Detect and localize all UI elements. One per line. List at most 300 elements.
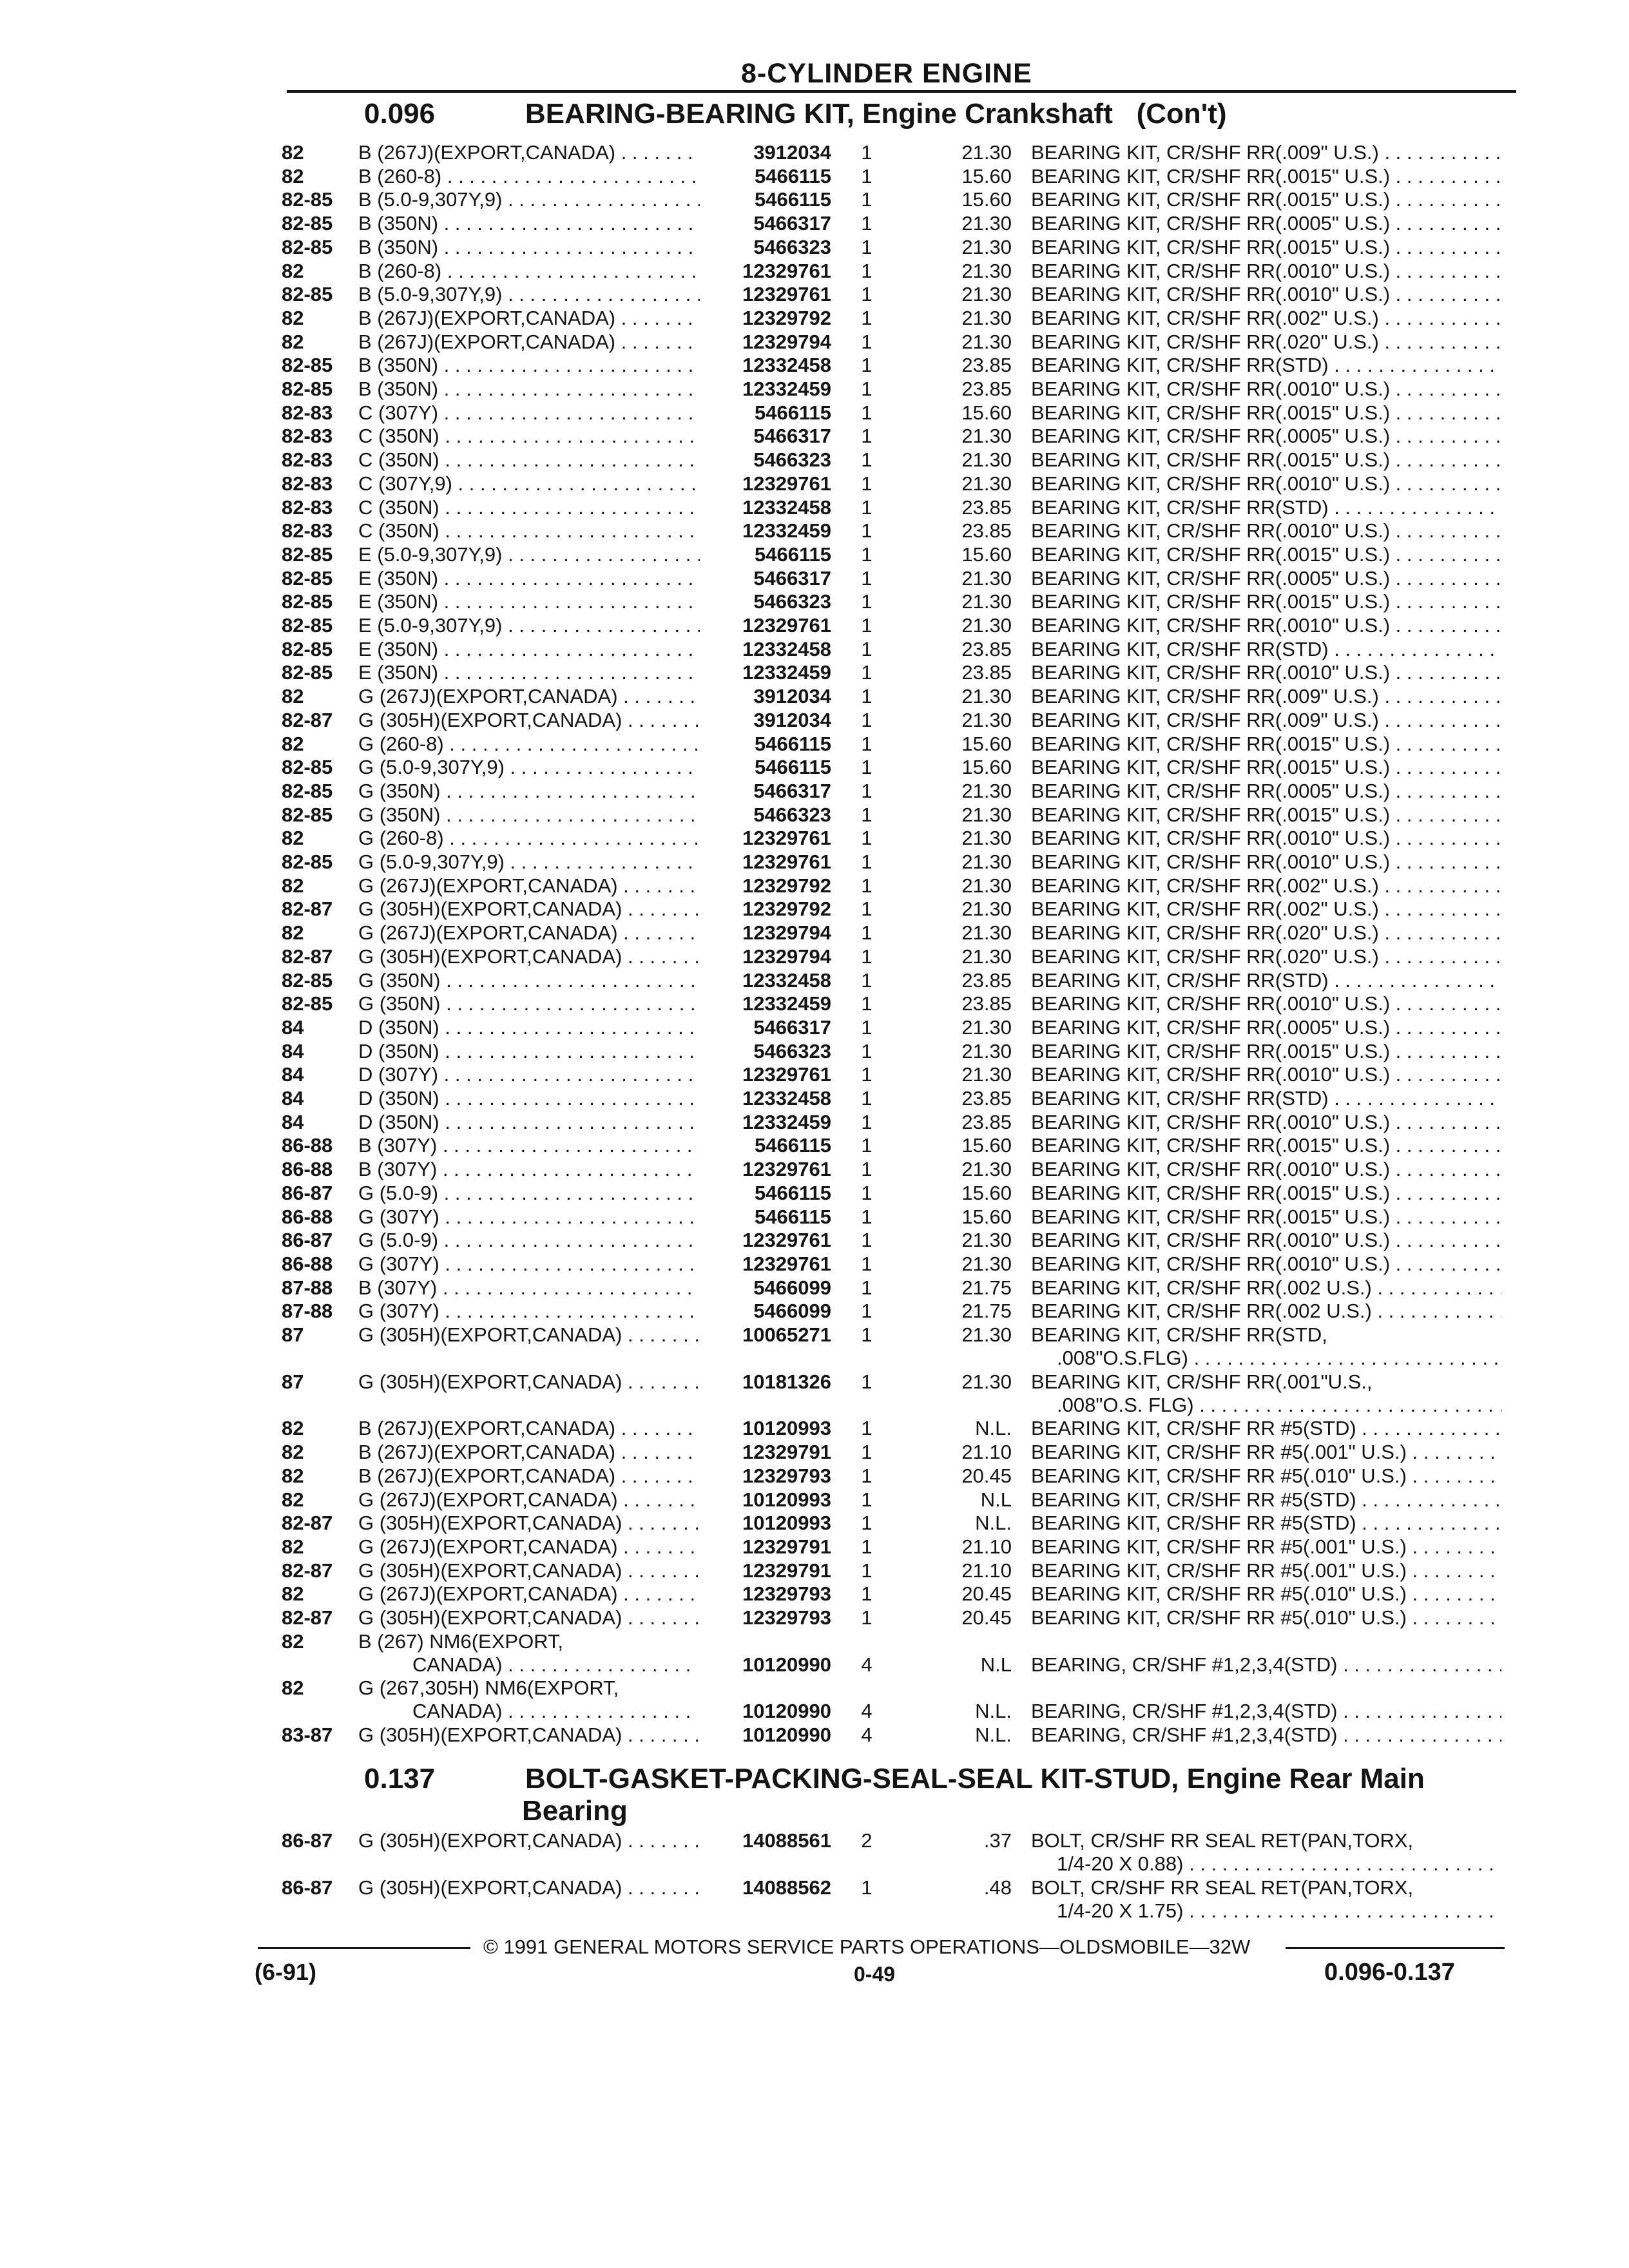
year-range: 86-88	[282, 1134, 333, 1157]
description: BEARING KIT, CR/SHF RR #5(STD) . . .	[1031, 1488, 1501, 1512]
description: BEARING KIT, CR/SHF RR(.0005" U.S.) . . .	[1031, 1015, 1501, 1039]
year-range: 82-85	[282, 992, 333, 1015]
quantity: 1	[861, 519, 872, 543]
description: BEARING KIT, CR/SHF RR(.0010" U.S.) . . .	[1031, 1062, 1501, 1086]
part-number: 3912034	[702, 140, 831, 164]
price: 21.30	[961, 614, 1012, 637]
quantity: 1	[861, 543, 872, 566]
part-number: 12329761	[702, 1252, 831, 1276]
engine-model: D (350N) . . .	[358, 1039, 700, 1063]
description: BEARING KIT, CR/SHF RR(.0010" U.S.) . . .	[1031, 826, 1501, 850]
year-range: 86-87	[282, 1181, 333, 1204]
year-range: 83-87	[282, 1724, 333, 1747]
part-number: 5466115	[702, 1181, 831, 1205]
price: .48	[983, 1876, 1012, 1899]
price: N.L	[980, 1653, 1012, 1676]
section-title: BOLT-GASKET-PACKING-SEAL-SEAL KIT-STUD, Engine Rear Main	[525, 1763, 1425, 1794]
description: BEARING KIT, CR/SHF RR(.0010" U.S.) . . .	[1031, 519, 1501, 543]
year-range: 86-88	[282, 1158, 333, 1181]
part-number: 5466317	[702, 424, 831, 448]
engine-model: G (305H)(EXPORT,CANADA) . . .	[358, 945, 700, 968]
engine-model: G (305H)(EXPORT,CANADA) . . .	[358, 1370, 700, 1394]
price: 15.60	[961, 164, 1012, 187]
year-range: 82	[282, 1464, 304, 1487]
engine-model: G (267J)(EXPORT,CANADA) . . .	[358, 1488, 700, 1512]
part-number: 12329794	[702, 921, 831, 945]
price: 15.60	[961, 188, 1012, 211]
year-range: 82-85	[282, 661, 333, 684]
year-range: 84	[282, 1087, 304, 1110]
description: BEARING KIT, CR/SHF RR(.001"U.S.,	[1031, 1370, 1373, 1393]
engine-model: B (267) NM6(EXPORT,	[358, 1629, 564, 1653]
year-range: 82	[282, 1417, 304, 1440]
quantity: 1	[861, 566, 872, 590]
description: BEARING KIT, CR/SHF RR #5(.010" U.S.) . . .	[1031, 1582, 1501, 1606]
description: BEARING KIT, CR/SHF RR(.0015" U.S.) . . .	[1031, 235, 1501, 259]
year-range: 82-85	[282, 779, 333, 802]
quantity: 1	[861, 1535, 872, 1558]
part-number: 12329793	[702, 1582, 831, 1606]
engine-model: C (350N) . . .	[358, 519, 700, 543]
engine-model: B (350N) . . .	[358, 353, 700, 377]
part-row-continuation	[0, 1852, 1629, 1876]
price: 23.85	[961, 1110, 1012, 1133]
part-number: 12332458	[702, 353, 831, 377]
year-range: 82	[282, 1677, 304, 1700]
quantity: 1	[861, 1876, 872, 1899]
description: BEARING KIT, CR/SHF RR(.002" U.S.) . . .	[1031, 874, 1501, 898]
engine-model: B (260-8) . . .	[358, 164, 700, 188]
year-range: 82	[282, 141, 304, 164]
price: 21.30	[961, 212, 1012, 235]
quantity: 1	[861, 212, 872, 235]
quantity: 1	[861, 378, 872, 400]
engine-model: G (350N) . . .	[358, 968, 700, 992]
description: BOLT, CR/SHF RR SEAL RET(PAN,TORX,	[1031, 1876, 1414, 1899]
price: 23.85	[961, 495, 1012, 519]
price: 15.60	[961, 756, 1012, 779]
year-range: 82	[282, 330, 304, 353]
part-number: 12332458	[702, 495, 831, 519]
part-number: 12329791	[702, 1440, 831, 1464]
quantity: 1	[861, 1559, 872, 1582]
price: 21.30	[961, 685, 1012, 708]
footer-date: (6-91)	[255, 1959, 317, 1985]
quantity: 1	[861, 1300, 872, 1323]
price: 20.45	[961, 1464, 1012, 1487]
section-number: 0.096	[364, 98, 436, 130]
part-number: 12329793	[702, 1464, 831, 1488]
description: BEARING KIT, CR/SHF RR(.0010" U.S.) . . .	[1031, 1252, 1501, 1276]
quantity: 1	[861, 259, 872, 282]
quantity: 1	[861, 1063, 872, 1086]
description: BEARING KIT, CR/SHF RR(STD,	[1031, 1323, 1327, 1346]
description: BEARING KIT, CR/SHF RR #5(.001" U.S.) . . .	[1031, 1440, 1501, 1464]
price: 21.30	[961, 850, 1012, 873]
part-number: 5466115	[702, 755, 831, 779]
year-range: 82	[282, 306, 304, 329]
part-number: 12329761	[702, 826, 831, 850]
part-number: 12329761	[702, 613, 831, 637]
year-range: 82-85	[282, 212, 333, 235]
section-number: 0.137	[364, 1763, 436, 1794]
price: 23.85	[961, 519, 1012, 543]
description-cont: .008"O.S. FLG) . . .	[1057, 1393, 1501, 1417]
engine-model: G (267J)(EXPORT,CANADA) . . .	[358, 684, 700, 708]
quantity: 1	[861, 1276, 872, 1299]
description: BEARING KIT, CR/SHF RR(.0015" U.S.) . . .	[1031, 1181, 1501, 1205]
engine-model: G (5.0-9) . . .	[358, 1228, 700, 1252]
engine-model: G (305H)(EXPORT,CANADA) . . .	[358, 1606, 700, 1629]
quantity: 1	[861, 1087, 872, 1110]
engine-model: E (350N) . . .	[358, 637, 700, 661]
quantity: 1	[861, 968, 872, 992]
section-continued: (Con't)	[1136, 98, 1227, 130]
part-number: 12329792	[702, 306, 831, 330]
year-range: 87-88	[282, 1300, 333, 1323]
engine-model: G (260-8) . . .	[358, 732, 700, 756]
quantity: 1	[861, 188, 872, 211]
description: BEARING KIT, CR/SHF RR(.0015" U.S.) . . .	[1031, 803, 1501, 827]
description: BEARING, CR/SHF #1,2,3,4(STD) . . .	[1031, 1653, 1501, 1677]
description: BEARING KIT, CR/SHF RR(.0005" U.S.) . . .	[1031, 424, 1501, 448]
quantity: 1	[861, 803, 872, 826]
engine-model: G (305H)(EXPORT,CANADA) . . .	[358, 708, 700, 732]
description: BEARING KIT, CR/SHF RR(STD) . . .	[1031, 495, 1501, 519]
part-number: 12329794	[702, 330, 831, 354]
price: 21.30	[961, 945, 1012, 968]
engine-model: C (307Y) . . .	[358, 401, 700, 425]
price: 21.30	[961, 141, 1012, 164]
quantity: 1	[861, 235, 872, 258]
engine-model: G (5.0-9,307Y,9) . . .	[358, 850, 700, 874]
section-title: BEARING-BEARING KIT, Engine Crankshaft	[525, 98, 1113, 130]
part-number: 5466323	[702, 803, 831, 827]
part-number: 3912034	[702, 708, 831, 732]
year-range: 84	[282, 1110, 304, 1133]
price: N.L.	[975, 1700, 1012, 1723]
engine-model: E (350N) . . .	[358, 566, 700, 590]
engine-model: G (350N) . . .	[358, 803, 700, 827]
price: 21.30	[961, 779, 1012, 802]
price: 21.30	[961, 425, 1012, 448]
year-range: 86-87	[282, 1829, 333, 1852]
engine-model: B (5.0-9,307Y,9) . . .	[358, 282, 700, 306]
description: BEARING KIT, CR/SHF RR(.0005" U.S.) . . .	[1031, 566, 1501, 590]
description: BEARING KIT, CR/SHF RR(.0010" U.S.) . . .	[1031, 1228, 1501, 1252]
part-number: 5466323	[702, 448, 831, 472]
price: 21.30	[961, 874, 1012, 897]
description: BEARING KIT, CR/SHF RR(.020" U.S.) . . .	[1031, 921, 1501, 945]
quantity: 1	[861, 1370, 872, 1393]
engine-model: D (350N) . . .	[358, 1015, 700, 1039]
year-range: 82	[282, 874, 304, 897]
part-number: 12332458	[702, 968, 831, 992]
part-number: 12332459	[702, 377, 831, 401]
quantity: 1	[861, 283, 872, 306]
price: 21.10	[961, 1535, 1012, 1558]
quantity: 1	[861, 354, 872, 377]
quantity: 1	[861, 590, 872, 613]
description: BEARING KIT, CR/SHF RR(.0010" U.S.) . . .	[1031, 992, 1501, 1015]
year-range: 82-83	[282, 425, 333, 448]
year-range: 82	[282, 827, 304, 850]
part-row	[0, 1829, 1629, 1852]
engine-model: G (307Y) . . .	[358, 1252, 700, 1276]
quantity: 1	[861, 827, 872, 850]
quantity: 1	[861, 1606, 872, 1629]
engine-model: D (350N) . . .	[358, 1110, 700, 1134]
engine-model: G (267J)(EXPORT,CANADA) . . .	[358, 1582, 700, 1606]
year-range: 82-85	[282, 566, 333, 590]
part-number: 5466323	[702, 590, 831, 613]
year-range: 87	[282, 1323, 304, 1346]
part-number: 12329793	[702, 1606, 831, 1629]
part-number: 10120990	[702, 1653, 831, 1677]
quantity: 1	[861, 448, 872, 472]
price: 21.10	[961, 1441, 1012, 1464]
engine-model: G (305H)(EXPORT,CANADA) . . .	[358, 1876, 700, 1899]
year-range: 82	[282, 1441, 304, 1464]
engine-model: E (350N) . . .	[358, 660, 700, 684]
quantity: 1	[861, 685, 872, 708]
year-range: 82-85	[282, 354, 333, 377]
quantity: 1	[861, 1205, 872, 1228]
price: 15.60	[961, 401, 1012, 424]
part-number: 14088561	[702, 1829, 831, 1852]
year-range: 82-87	[282, 898, 333, 921]
description: BEARING KIT, CR/SHF RR(.0015" U.S.) . . .	[1031, 1039, 1501, 1063]
price: 21.30	[961, 827, 1012, 850]
engine-model: G (5.0-9) . . .	[358, 1181, 700, 1205]
description: BEARING KIT, CR/SHF RR(.002 U.S.) . . .	[1031, 1299, 1501, 1323]
part-number: 10065271	[702, 1323, 831, 1347]
quantity: 4	[861, 1724, 872, 1747]
part-number: 10120990	[702, 1723, 831, 1747]
engine-model: G (305H)(EXPORT,CANADA) . . .	[358, 897, 700, 921]
footer-section-range: 0.096-0.137	[1324, 1959, 1455, 1986]
quantity: 1	[861, 850, 872, 873]
engine-model: G (260-8) . . .	[358, 826, 700, 850]
price: 15.60	[961, 1205, 1012, 1228]
price: 21.30	[961, 1252, 1012, 1275]
price: .37	[983, 1829, 1012, 1852]
price: 21.30	[961, 1063, 1012, 1086]
part-number: 12332458	[702, 1086, 831, 1110]
quantity: 1	[861, 945, 872, 968]
part-number: 5466115	[702, 732, 831, 756]
price: 21.30	[961, 1229, 1012, 1252]
description: BEARING KIT, CR/SHF RR(.0015" U.S.) . . .	[1031, 755, 1501, 779]
description: BEARING KIT, CR/SHF RR(.0010" U.S.) . . .	[1031, 282, 1501, 306]
description: BEARING KIT, CR/SHF RR #5(.010" U.S.) . . .	[1031, 1464, 1501, 1488]
description-cont: .008"O.S.FLG) . . .	[1057, 1346, 1501, 1370]
description: BEARING KIT, CR/SHF RR(.009" U.S.) . . .	[1031, 684, 1501, 708]
price: 23.85	[961, 968, 1012, 992]
engine-model: D (307Y) . . .	[358, 1062, 700, 1086]
description: BEARING KIT, CR/SHF RR(.0005" U.S.) . . .	[1031, 779, 1501, 803]
engine-model: G (305H)(EXPORT,CANADA) . . .	[358, 1829, 700, 1852]
description: BEARING, CR/SHF #1,2,3,4(STD) . . .	[1031, 1699, 1501, 1723]
year-range: 82-87	[282, 1512, 333, 1535]
part-number: 12332459	[702, 1110, 831, 1134]
engine-model: B (267J)(EXPORT,CANADA) . . .	[358, 140, 700, 164]
year-range: 82-85	[282, 637, 333, 660]
quantity: 1	[861, 1110, 872, 1133]
engine-model: B (350N) . . .	[358, 211, 700, 235]
description: BEARING KIT, CR/SHF RR(.0015" U.S.) . . .	[1031, 401, 1501, 425]
footer-page-number: 0-49	[854, 1963, 896, 1986]
description: BOLT, CR/SHF RR SEAL RET(PAN,TORX,	[1031, 1829, 1414, 1852]
price: N.L.	[975, 1417, 1012, 1440]
year-range: 82-85	[282, 283, 333, 306]
part-number: 10120993	[702, 1488, 831, 1512]
part-number: 12329761	[702, 1228, 831, 1252]
engine-model: G (267,305H) NM6(EXPORT,	[358, 1677, 619, 1700]
description: BEARING KIT, CR/SHF RR #5(.010" U.S.) . . .	[1031, 1606, 1501, 1629]
engine-model: B (267J)(EXPORT,CANADA) . . .	[358, 330, 700, 354]
year-range: 82	[282, 259, 304, 282]
part-number: 12329761	[702, 1157, 831, 1181]
engine-model: B (307Y) . . .	[358, 1276, 700, 1300]
description: BEARING KIT, CR/SHF RR(.0010" U.S.) . . .	[1031, 1157, 1501, 1181]
engine-model: G (267J)(EXPORT,CANADA) . . .	[358, 874, 700, 898]
part-number: 5466317	[702, 779, 831, 803]
engine-model: B (267J)(EXPORT,CANADA) . . .	[358, 1440, 700, 1464]
year-range: 82-83	[282, 472, 333, 495]
quantity: 1	[861, 732, 872, 755]
part-number: 5466317	[702, 1015, 831, 1039]
quantity: 1	[861, 1464, 872, 1487]
quantity: 1	[861, 164, 872, 187]
engine-model: G (305H)(EXPORT,CANADA) . . .	[358, 1559, 700, 1582]
year-range: 82-83	[282, 495, 333, 519]
price: 21.30	[961, 803, 1012, 826]
description: BEARING KIT, CR/SHF RR(.002" U.S.) . . .	[1031, 306, 1501, 330]
price: 23.85	[961, 1087, 1012, 1110]
part-row	[0, 1876, 1629, 1899]
quantity: 1	[861, 401, 872, 424]
quantity: 1	[861, 425, 872, 448]
price: 21.30	[961, 330, 1012, 353]
quantity: 1	[861, 1229, 872, 1252]
year-range: 82-83	[282, 448, 333, 472]
price: 21.30	[961, 1158, 1012, 1181]
description: BEARING KIT, CR/SHF RR(.009" U.S.) . . .	[1031, 140, 1501, 164]
engine-model: C (350N) . . .	[358, 448, 700, 472]
price: 21.30	[961, 1323, 1012, 1346]
price: 21.75	[961, 1300, 1012, 1323]
engine-model: C (307Y,9) . . .	[358, 472, 700, 495]
footer-copyright: © 1991 GENERAL MOTORS SERVICE PARTS OPERATIONS—OLDSMOBILE—32W	[483, 1936, 1251, 1958]
description: BEARING KIT, CR/SHF RR #5(.001" U.S.) . . .	[1031, 1535, 1501, 1559]
engine-model: G (307Y) . . .	[358, 1205, 700, 1229]
description: BEARING KIT, CR/SHF RR(.0015" U.S.) . . .	[1031, 164, 1501, 188]
price: 15.60	[961, 1181, 1012, 1204]
year-range: 82	[282, 732, 304, 755]
engine-model: B (350N) . . .	[358, 377, 700, 401]
quantity: 1	[861, 330, 872, 353]
year-range: 82-85	[282, 614, 333, 637]
engine-model: E (5.0-9,307Y,9) . . .	[358, 613, 700, 637]
description: BEARING KIT, CR/SHF RR(.0010" U.S.) . . .	[1031, 377, 1501, 401]
price: 21.30	[961, 472, 1012, 495]
quantity: 1	[861, 992, 872, 1015]
description: BEARING KIT, CR/SHF RR(STD) . . .	[1031, 353, 1501, 377]
engine-model-cont: CANADA) . . .	[412, 1653, 696, 1677]
year-range: 87	[282, 1370, 304, 1393]
engine-model: G (350N) . . .	[358, 992, 700, 1015]
description: BEARING KIT, CR/SHF RR(.0010" U.S.) . . .	[1031, 472, 1501, 495]
year-range: 82-85	[282, 968, 333, 992]
part-number: 10120990	[702, 1699, 831, 1723]
year-range: 82-87	[282, 708, 333, 731]
part-row-continuation	[0, 1899, 1629, 1923]
description: BEARING KIT, CR/SHF RR(.0010" U.S.) . . .	[1031, 613, 1501, 637]
price: 20.45	[961, 1582, 1012, 1606]
description: BEARING KIT, CR/SHF RR #5(STD) . . .	[1031, 1511, 1501, 1535]
year-range: 82-85	[282, 543, 333, 566]
engine-model: G (267J)(EXPORT,CANADA) . . .	[358, 921, 700, 945]
year-range: 82	[282, 1582, 304, 1606]
description: BEARING KIT, CR/SHF RR(.0010" U.S.) . . .	[1031, 1110, 1501, 1134]
engine-model: B (267J)(EXPORT,CANADA) . . .	[358, 1464, 700, 1488]
year-range: 82	[282, 164, 304, 187]
price: 23.85	[961, 637, 1012, 660]
year-range: 86-87	[282, 1229, 333, 1252]
year-range: 82-87	[282, 1606, 333, 1629]
part-number: 12329792	[702, 874, 831, 898]
quantity: 1	[861, 1015, 872, 1039]
part-number: 12329792	[702, 897, 831, 921]
description-cont: 1/4-20 X 1.75) . . .	[1057, 1899, 1501, 1923]
part-number: 5466317	[702, 211, 831, 235]
quantity: 1	[861, 1582, 872, 1606]
price: 23.85	[961, 661, 1012, 684]
part-number: 12329761	[702, 259, 831, 283]
price: 21.30	[961, 590, 1012, 613]
year-range: 82-85	[282, 803, 333, 826]
description: BEARING KIT, CR/SHF RR(.0015" U.S.) . . .	[1031, 732, 1501, 756]
year-range: 82-85	[282, 378, 333, 400]
year-range: 82-87	[282, 945, 333, 968]
quantity: 1	[861, 779, 872, 802]
engine-model: C (350N) . . .	[358, 424, 700, 448]
quantity: 1	[861, 141, 872, 164]
price: 23.85	[961, 378, 1012, 400]
part-number: 5466323	[702, 235, 831, 259]
price: 15.60	[961, 1134, 1012, 1157]
price: 23.85	[961, 354, 1012, 377]
part-number: 3912034	[702, 684, 831, 708]
price: 21.30	[961, 898, 1012, 921]
part-number: 5466115	[702, 164, 831, 188]
engine-model: G (350N) . . .	[358, 779, 700, 803]
price: N.L.	[975, 1724, 1012, 1747]
year-range: 82	[282, 685, 304, 708]
quantity: 1	[861, 708, 872, 731]
quantity: 1	[861, 1441, 872, 1464]
engine-model: B (5.0-9,307Y,9) . . .	[358, 187, 700, 211]
price: 21.30	[961, 1039, 1012, 1062]
description: BEARING KIT, CR/SHF RR(.020" U.S.) . . .	[1031, 330, 1501, 354]
price: 21.30	[961, 448, 1012, 472]
quantity: 1	[861, 472, 872, 495]
description: BEARING KIT, CR/SHF RR(STD) . . .	[1031, 1086, 1501, 1110]
description: BEARING KIT, CR/SHF RR #5(STD) . . .	[1031, 1416, 1501, 1440]
description-cont: 1/4-20 X 0.88) . . .	[1057, 1852, 1501, 1876]
engine-model: D (350N) . . .	[358, 1086, 700, 1110]
